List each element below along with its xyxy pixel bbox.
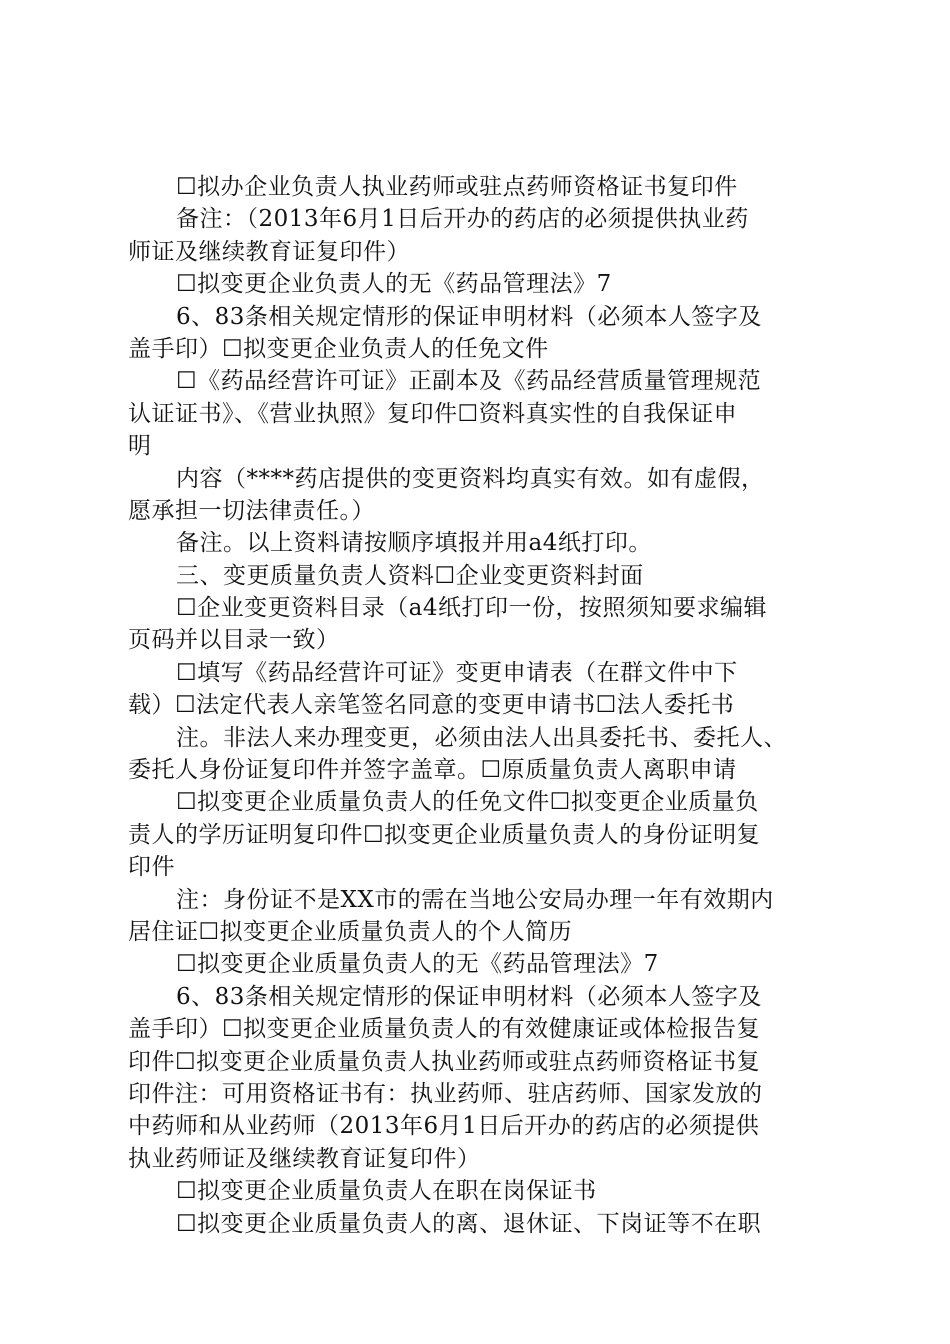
text-line: ☐拟办企业负责人执业药师或驻点药师资格证书复印件 <box>176 174 738 200</box>
text-line: 印件注：可用资格证书有：执业药师、驻店药师、国家发放的 <box>128 1080 763 1107</box>
text-line: ☐拟变更企业质量负责人的离、退休证、下岗证等不在职 <box>176 1210 762 1237</box>
text-line: ☐拟变更企业质量负责人的任免文件☐拟变更企业质量负 <box>176 789 759 816</box>
text-line: ☐企业变更资料目录（a4纸打印一份，按照须知要求编辑 <box>176 595 767 622</box>
text-line: ☐拟变更企业质量负责人在职在岗保证书 <box>176 1178 597 1205</box>
document-body <box>128 171 833 1240</box>
text-line: 页码并以目录一致） <box>128 627 340 654</box>
text-line: 中药师和从业药师（2013年6月1日后开办的药店的必须提供 <box>128 1113 760 1140</box>
text-line: 师证及继续教育证复印件） <box>128 238 410 265</box>
text-line: 印件☐拟变更企业质量负责人执业药师或驻点药师资格证书复 <box>128 1048 761 1075</box>
text-line: 明 <box>128 433 152 460</box>
text-line: 执业药师证及继续教育证复印件） <box>128 1145 481 1172</box>
text-line: 6、83条相关规定情形的保证申明材料（必须本人签字及 <box>176 303 762 330</box>
text-line: 印件 <box>128 854 175 881</box>
text-line: 责人的学历证明复印件☐拟变更企业质量负责人的身份证明复 <box>128 821 761 848</box>
text-line: ☐拟变更企业负责人的无《药品管理法》7 <box>176 271 612 298</box>
text-line: 载）☐法定代表人亲笔签名同意的变更申请书☐法人委托书 <box>128 692 735 719</box>
text-line: 注。非法人来办理变更，必须由法人出具委托书、委托人、 <box>176 724 787 751</box>
text-line: 内容（****药店提供的变更资料均真实有效。如有虚假， <box>176 465 765 492</box>
text-line: 认证证书》、《营业执照》复印件☐资料真实性的自我保证申 <box>128 400 738 427</box>
text-line: ☐拟变更企业质量负责人的无《药品管理法》7 <box>176 951 659 978</box>
text-line: 盖手印）☐拟变更企业负责人的任免文件 <box>128 335 549 362</box>
text-line: 备注。以上资料请按顺序填报并用a4纸打印。 <box>176 530 652 557</box>
text-line: 愿承担一切法律责任。） <box>128 497 375 524</box>
text-line: ☐《药品经营许可证》正副本及《药品经营质量管理规范 <box>176 368 762 395</box>
text-line: 三、变更质量负责人资料☐企业变更资料封面 <box>176 562 644 589</box>
text-line: 居住证☐拟变更企业质量负责人的个人简历 <box>128 918 573 945</box>
text-line: ☐填写《药品经营许可证》变更申请表（在群文件中下 <box>176 659 738 686</box>
text-line: 注：身份证不是XX市的需在当地公安局办理一年有效期内 <box>176 886 774 913</box>
text-line: 6、83条相关规定情形的保证申明材料（必须本人签字及 <box>176 983 762 1010</box>
text-line: 委托人身份证复印件并签字盖章。☐原质量负责人离职申请 <box>128 757 737 784</box>
text-line: 备注：（2013年6月1日后开办的药店的必须提供执业药 <box>176 206 749 233</box>
text-line: 盖手印）☐拟变更企业质量负责人的有效健康证或体检报告复 <box>128 1016 761 1043</box>
